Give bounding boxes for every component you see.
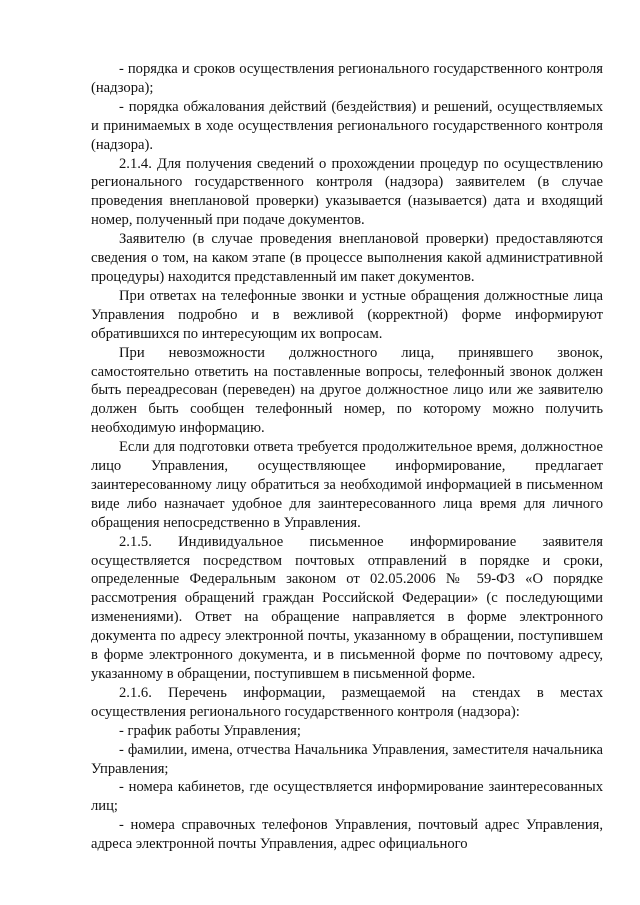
- paragraph-5: При ответах на телефонные звонки и устные обращения должностные лица Управления подробно и в вежливой (корректной) форме информируют обратившихся по интересующим их вопросам.: [91, 287, 603, 342]
- paragraph-7: Если для подготовки ответа требуется продолжительное время, должностное лицо Управления, осуществляющее информирование, предлагает заинтересованному лицу обратиться за необходимой информацией в письменном виде либо назначает удобное для заинтересованного лица время для личного обращения непосредственно в Управления.: [91, 439, 603, 531]
- paragraph-8: 2.1.5. Индивидуальное письменное информирование заявителя осуществляется посредством почтовых отправлений в порядке и сроки, определенные Федеральным законом от 02.05.2006 № 59-ФЗ «О порядке рассмотрения обращений граждан Российской Федерации» (с последующими изменениями). Ответ на обращение направляется в форме электронного документа по адресу электронной почты, указанному в обращении, поступившем в форме электронного документа, и в письменной форме по почтовому адресу, указанному в обращении, поступившем в письменной форме.: [91, 533, 603, 682]
- paragraph-1: - порядка и сроков осуществления регионального государственного контроля (надзора);: [91, 61, 603, 96]
- paragraph-4: Заявителю (в случае проведения внеплановой проверки) предоставляются сведения о том, на каком этапе (в процессе выполнения какой административной процедуры) находится представленный им пакет документов.: [91, 231, 603, 285]
- document-body: [91, 60, 603, 854]
- list-item-4: - номера справочных телефонов Управления, почтовый адрес Управления, адреса электронной почты Управления, адрес официального: [91, 817, 603, 853]
- paragraph-9: 2.1.6. Перечень информации, размещаемой на стендах в местах осуществления регионального государственного контроля (надзора):: [91, 684, 603, 720]
- list-item-1: - график работы Управления;: [119, 722, 301, 739]
- paragraph-3: 2.1.4. Для получения сведений о прохождении процедур по осуществлению регионального государственного контроля (надзора) заявителем (в случае проведения внеплановой проверки) указывается (называется) дата и входящий номер, полученный при подаче документов.: [91, 155, 603, 229]
- paragraph-2: - порядка обжалования действий (бездействия) и решений, осуществляемых и принимаемых в ходе осуществления регионального государственного контроля (надзора).: [91, 98, 603, 153]
- list-item-3: - номера кабинетов, где осуществляется информирование заинтересованных лиц;: [91, 779, 603, 815]
- paragraph-6: При невозможности должностного лица, принявшего звонок, самостоятельно ответить на поставленные вопросы, телефонный звонок должен быть переадресован (переведен) на другое должностное лицо или же заявителю должен быть сообщен телефонный номер, по которому можно получить необходимую информацию.: [91, 344, 603, 437]
- list-item-2: - фамилии, имена, отчества Начальника Управления, заместителя начальника Управления;: [91, 741, 603, 777]
